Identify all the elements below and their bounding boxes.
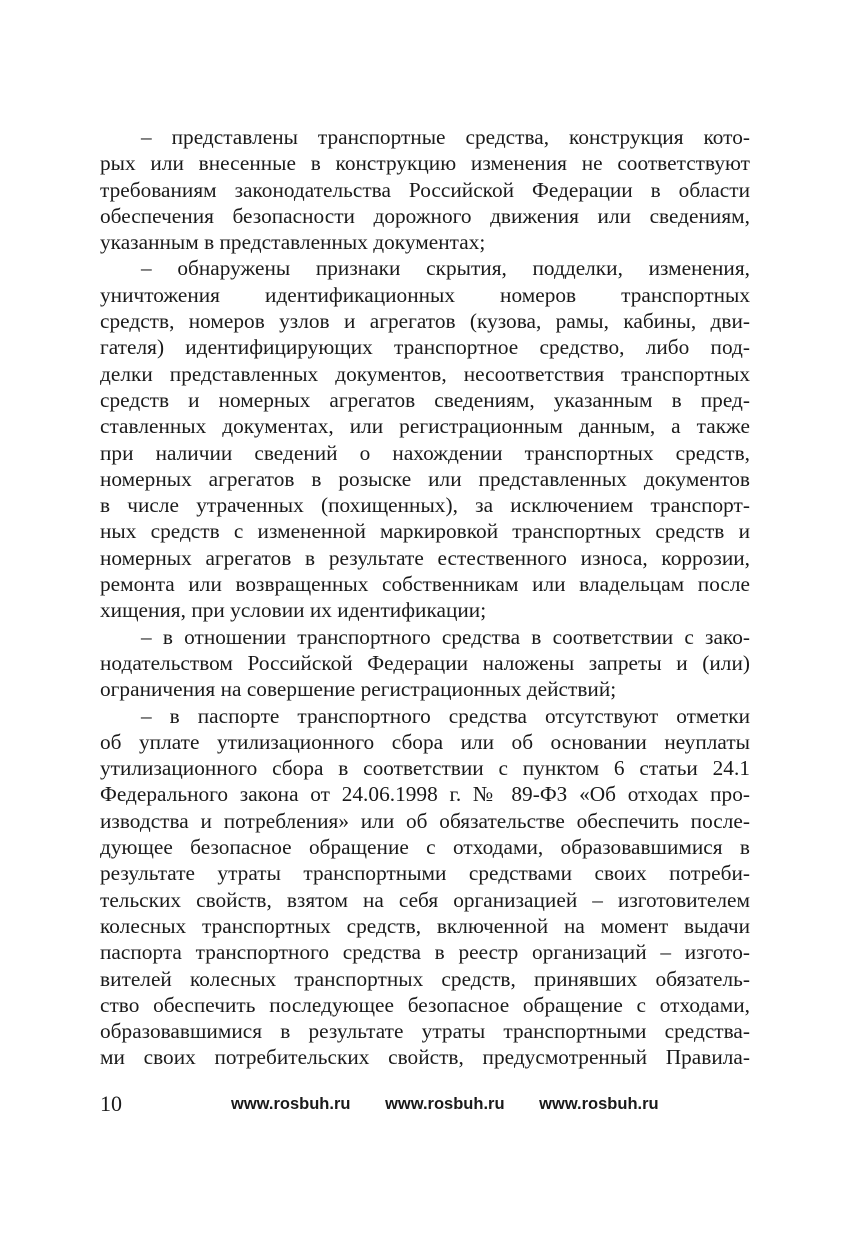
paragraph — [100, 703, 750, 1071]
text-line: уничтожения идентификационных номеров транспортных — [100, 282, 750, 307]
text-line: указанным в представленных документах; — [100, 230, 486, 255]
text-line: дующее безопасное обращение с отходами, образовавшимися в — [100, 835, 750, 860]
text-line: – представлены транспортные средства, конструкция кото- — [141, 125, 750, 149]
text-line: ми своих потребительских свойств, предусмотренный Правила- — [100, 1045, 750, 1070]
text-line: обеспечения безопасности дорожного движения или сведениям, — [100, 203, 750, 228]
text-line: хищения, при условии их идентификации; — [100, 598, 487, 623]
website-link[interactable]: www.rosbuh.ru — [231, 1095, 351, 1113]
paragraph — [100, 624, 750, 703]
text-line: гателя) идентифицирующих транспортное средство, либо под- — [100, 335, 750, 360]
text-line: ство обеспечить последующее безопасное обращение с отходами, — [100, 992, 750, 1017]
text-line: утилизационного сбора в соответствии с пунктом 6 статьи 24.1 — [100, 756, 750, 781]
page-number: 10 — [100, 1091, 122, 1116]
text-line: об уплате утилизационного сбора или об основании неуплаты — [100, 729, 750, 754]
text-line: тельских свойств, взятом на себя организацией – изготовителем — [100, 887, 750, 912]
site-links — [231, 1093, 659, 1115]
body-text — [100, 124, 750, 1071]
text-line: при наличии сведений о нахождении транспортных средств, — [100, 440, 750, 465]
text-line: результате утраты транспортными средствами своих потреби- — [100, 861, 750, 886]
text-line: ных средств с измененной маркировкой транспортных средств и — [100, 519, 750, 544]
text-line: Федерального закона от 24.06.1998 г. № 89-ФЗ «Об отходах про- — [100, 782, 750, 807]
website-link[interactable]: www.rosbuh.ru — [385, 1095, 505, 1113]
text-line: требованиям законодательства Российской Федерации в области — [100, 177, 750, 202]
paragraph — [100, 255, 750, 623]
paragraph — [100, 124, 750, 255]
text-line: в числе утраченных (похищенных), за исключением транспорт- — [100, 493, 750, 518]
text-line: ставленных документах, или регистрационным данным, а также — [100, 414, 750, 439]
text-line: – в паспорте транспортного средства отсутствуют отметки — [141, 703, 750, 728]
text-line: паспорта транспортного средства в реестр организаций – изгото- — [100, 940, 750, 965]
website-link[interactable]: www.rosbuh.ru — [539, 1095, 659, 1113]
text-line: номерных агрегатов в результате естественного износа, коррозии, — [100, 545, 750, 570]
text-line: рых или внесенные в конструкцию изменения не соответствуют — [100, 151, 750, 176]
page-footer — [100, 1091, 750, 1121]
text-line: нодательством Российской Федерации наложены запреты и (или) — [100, 650, 750, 675]
text-line: колесных транспортных средств, включенной на момент выдачи — [100, 913, 750, 938]
text-line: делки представленных документов, несоответствия транспортных — [100, 361, 750, 386]
text-line: номерных агрегатов в розыске или представленных документов — [100, 466, 750, 491]
text-line: – обнаружены признаки скрытия, подделки, изменения, — [141, 256, 750, 281]
text-line: ограничения на совершение регистрационных действий; — [100, 677, 617, 702]
text-line: изводства и потребления» или об обязательстве обеспечить после- — [100, 808, 750, 833]
text-line: – в отношении транспортного средства в соответствии с зако- — [141, 624, 750, 649]
text-line: средств и номерных агрегатов сведениям, указанным в пред- — [100, 387, 750, 412]
text-line: образовавшимися в результате утраты транспортными средства- — [100, 1019, 750, 1044]
text-line: вителей колесных транспортных средств, принявших обязатель- — [100, 966, 750, 991]
text-line: средств, номеров узлов и агрегатов (кузова, рамы, кабины, дви- — [100, 309, 750, 334]
text-line: ремонта или возвращенных собственникам или владельцам после — [100, 572, 750, 597]
